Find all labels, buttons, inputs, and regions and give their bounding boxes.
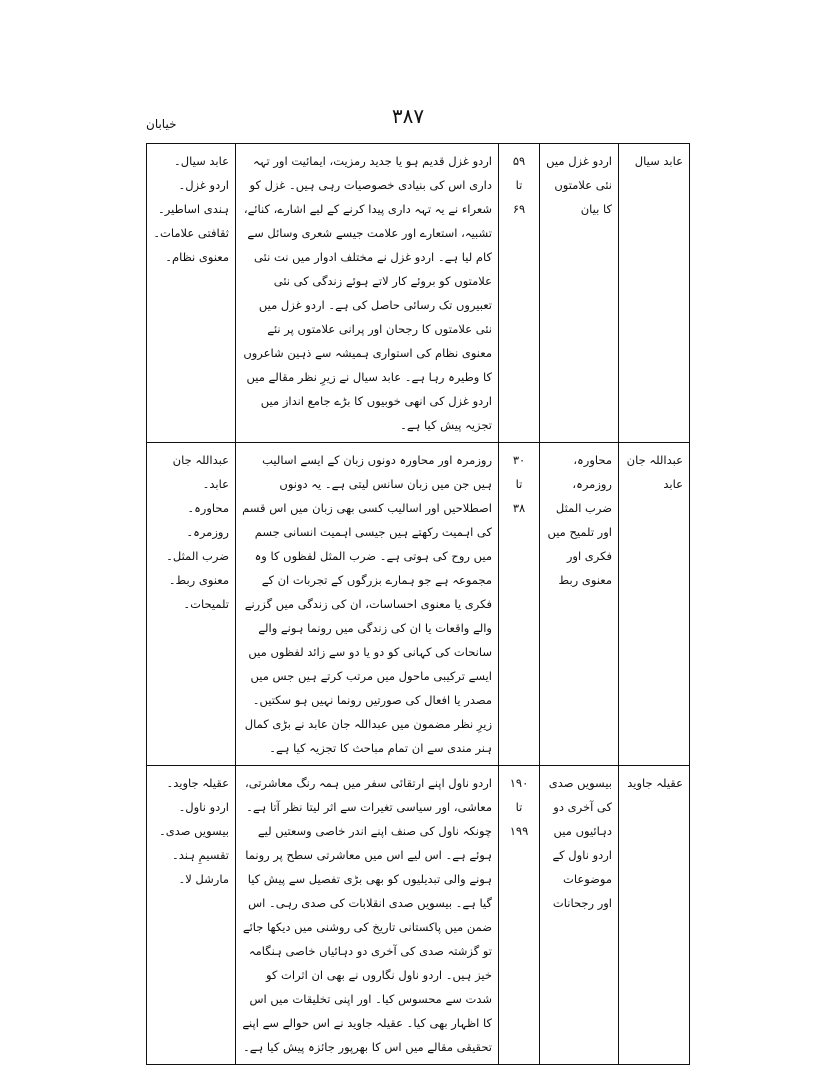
keyword: عابد سیال۔ bbox=[174, 154, 229, 168]
title-cell: بیسویں صدی کی آخری دو دہائیوں میں اردو ناول کے موضوعات اور رجحانات bbox=[540, 766, 619, 1065]
keyword: ضرب المثل۔ bbox=[166, 549, 229, 563]
keyword: روزمرہ۔ bbox=[186, 525, 229, 539]
page-start: ۵۹ bbox=[512, 154, 526, 168]
pages-cell bbox=[499, 144, 540, 443]
keyword: اردو ناول۔ bbox=[178, 800, 229, 814]
summary-cell: اردو غزل قدیم ہو یا جدید رمزیت، ایمائیت اور تہہ داری اس کی بنیادی خصوصیات رہی ہیں۔ غزل کو شعراء نے یہ تہہ داری پیدا کرنے کے لیے اشارے، کنائے، تشبیہ، استعارے اور علامت جیسے شعری وسائل سے کام لیا ہے۔ اردو غزل نے مختلف ادوار میں نت نئی علامتوں کو بروئے کار لاتے ہوئے زندگی کی نئی تعبیروں تک رسائی حاصل کی ہے۔ اردو غزل میں نئی علامتوں کا رجحان اور پرانی علامتوں پر نئے معنوی نظام کی استواری ہمیشہ سے ذہین شاعروں کا وطیرہ رہا ہے۔ عابد سیال نے زیرِ نظر مقالے میں اردو غزل کی انھی خوبیوں کا بڑے جامع انداز میں تجزیہ پیش کیا ہے۔ bbox=[236, 144, 499, 443]
author-cell: عابد سیال bbox=[619, 144, 690, 443]
keyword: معنوی ربط۔ bbox=[168, 573, 229, 587]
author-cell: عقیلہ جاوید bbox=[619, 766, 690, 1065]
keyword: تقسیمِ ہند۔ bbox=[171, 848, 229, 862]
table-row bbox=[147, 144, 690, 443]
page-start: ۳۰ bbox=[512, 453, 526, 467]
keyword: محاورہ۔ bbox=[187, 501, 229, 515]
keyword: ثقافتی علامات۔ bbox=[153, 226, 229, 240]
keywords-cell bbox=[147, 144, 236, 443]
keyword: تلمیحات۔ bbox=[183, 597, 229, 611]
page-range-word: تا bbox=[515, 800, 523, 814]
pages-cell bbox=[499, 766, 540, 1065]
keyword: معنوی نظام۔ bbox=[165, 250, 229, 264]
running-head: خیابان bbox=[146, 117, 177, 131]
catalog-table bbox=[146, 143, 690, 1065]
page-end: ۶۹ bbox=[512, 202, 526, 216]
page-start: ۱۹۰ bbox=[509, 776, 529, 790]
summary-cell: روزمرہ اور محاورہ دونوں زبان کے ایسے اسالیب ہیں جن میں زبان سانس لیتی ہے۔ یہ دونوں اصطلاحیں اور اسالیب کسی بھی زبان میں اس قسم کی اہمیت رکھتے ہیں جیسی اہمیت انسانی جسم میں روح کی ہوتی ہے۔ ضرب المثل لفظوں کا وہ مجموعہ ہے جو ہمارے بزرگوں کے تجربات ان کے فکری یا معنوی احساسات، ان کی زندگی میں گزرنے والے واقعات یا ان کی زندگی میں رونما ہونے والے سانحات کی کہانی کو دو یا دو سے زائد لفظوں میں ایسے ترکیبی ماحول میں مرتب کرتے ہیں جس میں مصدر یا افعال کی صورتیں رونما نہیں ہو سکتیں۔ زیرِ نظر مضمون میں عبداللہ جان عابد نے بڑی کمال ہنر مندی سے ان تمام مباحث کا تجزیہ کیا ہے۔ bbox=[236, 443, 499, 766]
table-row bbox=[147, 443, 690, 766]
keyword: اردو غزل۔ bbox=[178, 178, 229, 192]
title-cell: اردو غزل میں نئی علامتوں کا بیان bbox=[540, 144, 619, 443]
page-end: ۳۸ bbox=[512, 501, 526, 515]
page-number: ۳۸۷ bbox=[391, 104, 425, 128]
keyword: مارشل لا۔ bbox=[178, 872, 229, 886]
pages-cell bbox=[499, 443, 540, 766]
keywords-cell bbox=[147, 443, 236, 766]
page-range-word: تا bbox=[515, 178, 523, 192]
keywords-cell bbox=[147, 766, 236, 1065]
page-end: ۱۹۹ bbox=[509, 824, 529, 838]
keyword: عبداللہ جان عابد۔ bbox=[172, 453, 229, 491]
keyword: عقیلہ جاوید۔ bbox=[166, 776, 229, 790]
author-cell: عبداللہ جان عابد bbox=[619, 443, 690, 766]
keyword: بیسویں صدی۔ bbox=[158, 824, 229, 838]
title-cell: محاورہ، روزمرہ، ضرب المثل اور تلمیح میں فکری اور معنوی ربط bbox=[540, 443, 619, 766]
page-range-word: تا bbox=[515, 477, 523, 491]
table-row bbox=[147, 766, 690, 1065]
keyword: ہندی اساطیر۔ bbox=[158, 202, 229, 216]
summary-cell: اردو ناول اپنے ارتقائی سفر میں ہمہ رنگ معاشرتی، معاشی، اور سیاسی تغیرات سے اثر لیتا نظر آتا ہے۔ چونکہ ناول کی صنف اپنے اندر خاصی وسعتیں لیے ہوئے ہے۔ اس لیے اس میں معاشرتی سطح پر رونما ہونے والی تبدیلیوں کو بھی بڑی تفصیل سے پیش کیا گیا ہے۔ بیسویں صدی انقلابات کی صدی رہی۔ اس ضمن میں پاکستانی تاریخ کی روشنی میں دیکھا جائے تو گزشتہ صدی کی آخری دو دہائیاں خاصی ہنگامہ خیز ہیں۔ اردو ناول نگاروں نے بھی ان اثرات کو شدت سے محسوس کیا۔ اور اپنی تخلیقات میں اس کا اظہار بھی کیا۔ عقیلہ جاوید نے اس حوالے سے اپنے تحقیقی مقالے میں اس کا بھرپور جائزہ پیش کیا ہے۔ bbox=[236, 766, 499, 1065]
